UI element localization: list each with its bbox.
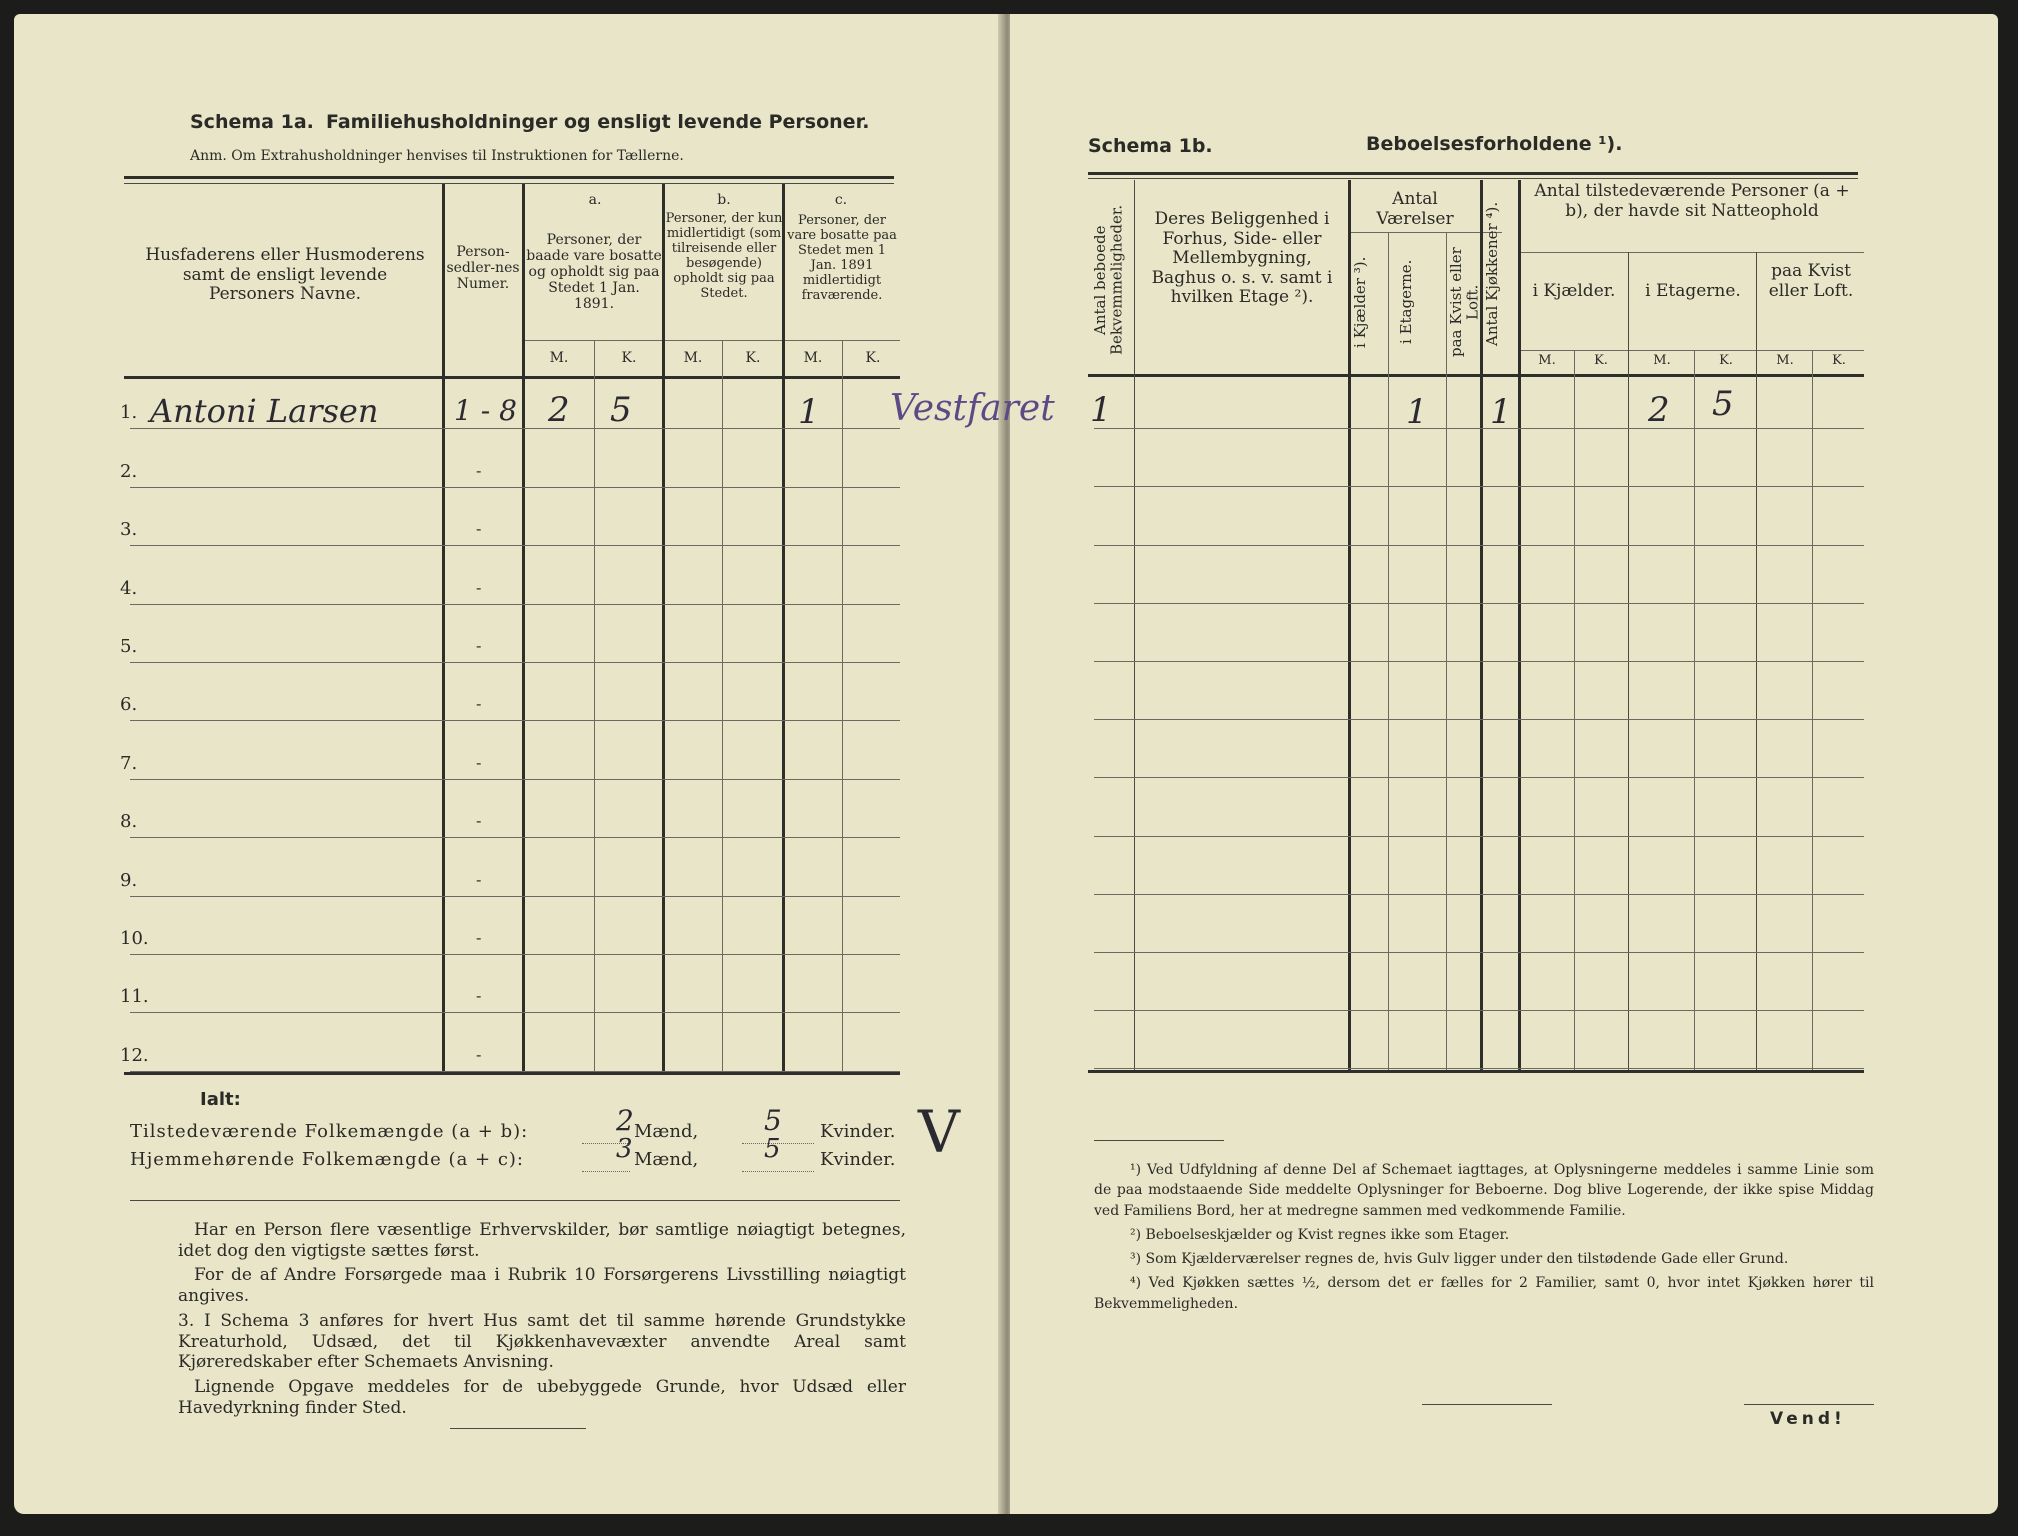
- c-m-label: M.: [803, 350, 823, 366]
- right-row-line: [1094, 603, 1864, 604]
- header-a: Personer, der baade vare bosatte og opholdt sig paa Stedet 1 Jan. 1891.: [526, 232, 662, 313]
- footnote-rule: [1094, 1140, 1224, 1141]
- personer-subheader-rule: [1520, 252, 1864, 253]
- right-row-line: [1094, 836, 1864, 837]
- row-number: 7.: [120, 752, 138, 774]
- header-p-kjaelder: i Kjælder.: [1532, 281, 1616, 301]
- header-kjaelder: i Kjælder ³).: [1351, 256, 1369, 348]
- row-dash: -: [476, 1044, 482, 1064]
- hw-c-m: 1: [798, 392, 820, 432]
- row-line: [130, 720, 900, 721]
- header-a-letter: a.: [588, 192, 602, 208]
- row-dash: -: [476, 460, 482, 480]
- header-personer: Antal tilstedeværende Personer (a + b), der havde sit Natteophold: [1534, 181, 1850, 221]
- hjemme-m-dots: [582, 1171, 630, 1172]
- p-etagerne-m: M.: [1653, 353, 1671, 368]
- row-line: [130, 837, 900, 838]
- right-end-rule: [1422, 1404, 1552, 1405]
- row-line: [130, 545, 900, 546]
- hw-p-m: 2: [1648, 390, 1670, 430]
- note-4: Lignende Opgave meddeles for de ubebyggede Grunde, hvor Udsæd eller Havedyrkning finder Sted.: [178, 1377, 906, 1418]
- right-row-line: [1094, 894, 1864, 895]
- right-row-line: [1094, 719, 1864, 720]
- row-number: 5.: [120, 636, 138, 657]
- notes-end-rule: [450, 1428, 586, 1429]
- tilstede-maend: Mænd,: [634, 1121, 699, 1142]
- schema-1b-title: Schema 1b.: [1088, 135, 1213, 157]
- schema-1a-subtitle: Familiehusholdninger og ensligt levende Personer.: [326, 111, 870, 133]
- right-row-line: [1094, 661, 1864, 662]
- col-divider-a-mk: [594, 340, 595, 1072]
- tilstede-kvinder: Kvinder.: [820, 1121, 896, 1142]
- header-b-letter: b.: [717, 192, 731, 208]
- row-number: 11.: [120, 986, 149, 1008]
- vend-rule: [1744, 1404, 1874, 1405]
- r-col-divider-7: [1574, 350, 1575, 1070]
- header-kvist: paa Kvist eller Loft.: [1447, 247, 1482, 357]
- col-divider-numer: [522, 184, 525, 1072]
- r-col-divider-4: [1446, 232, 1447, 1070]
- hw-bekv: 1: [1090, 390, 1112, 430]
- notes-divider: [130, 1200, 900, 1201]
- row-line: [130, 604, 900, 605]
- hw-p-k: 5: [1712, 384, 1734, 424]
- ialt-label: Ialt:: [200, 1089, 241, 1110]
- note-3: 3. I Schema 3 anføres for hvert Hus samt det til samme hørende Grundstykke Kreaturhold, Udsæd, det til Kjøkkenhavevæxter anvendte Areal samt Kjøreredskaber efter Schemaets Anvisning.: [178, 1310, 906, 1373]
- row-line: [130, 662, 900, 663]
- hw-tick: V: [918, 1098, 960, 1166]
- b-m-label: M.: [683, 350, 703, 366]
- hw-kjokken: 1: [1490, 392, 1512, 432]
- col-divider-a: [662, 184, 665, 1072]
- table-top-rule: [124, 176, 894, 179]
- row-number: 12.: [120, 1044, 149, 1066]
- right-row-line: [1094, 428, 1864, 429]
- footnote-1: ¹) Ved Udfyldning af denne Del af Schemaet iagttages, at Oplysningerne meddeles i samme Linie som de paa modstaaende Side meddelte Oplysninger for Beboerne. Dog blive Logerende, der ikke spise Middag ved Familiens Bord, her at medregne sammen med vedkommende Familie.: [1094, 1162, 1874, 1219]
- row-number: 4.: [120, 577, 138, 599]
- header-c-letter: c.: [834, 192, 848, 208]
- a-m-label: M.: [549, 350, 569, 366]
- p-kvist-m: M.: [1776, 353, 1794, 368]
- header-bekv: Antal beboede Bekvemmeligheder.: [1091, 204, 1126, 356]
- row-dash: -: [476, 636, 482, 655]
- row-dash: -: [476, 869, 482, 889]
- note-1: Har en Person flere væsentlige Erhvervskilder, bør samtlige nøiagtigt betegnes, idet dog den vigtigste sættes først.: [178, 1220, 906, 1261]
- row-dash: -: [476, 577, 482, 597]
- row-line: [130, 1012, 900, 1013]
- schema-1a-title: Schema 1a.: [190, 111, 314, 133]
- anm-note: Anm. Om Extrahusholdninger henvises til Instruktionen for Tællerne.: [190, 148, 684, 164]
- footnote-2: ²) Beboelseskjælder og Kvist regnes ikke som Etager.: [1130, 1226, 1510, 1243]
- right-header-bottom-rule: [1088, 374, 1864, 377]
- hjemme-k-dots: [742, 1171, 814, 1172]
- table-top-rule-2: [124, 183, 894, 184]
- col-divider-b-mk: [722, 340, 723, 1072]
- header-p-etagerne: i Etagerne.: [1645, 281, 1741, 301]
- header-etagerne: i Etagerne.: [1397, 259, 1415, 345]
- row-number: 6.: [120, 694, 138, 716]
- footnotes: [1094, 1160, 1874, 1318]
- header-c: Personer, der vare bosatte paa Stedet men 1 Jan. 1891 midlertidigt fraværende.: [787, 213, 897, 303]
- hw-tilstede-k: 5: [764, 1104, 782, 1137]
- r-col-divider-1: [1134, 180, 1135, 1070]
- right-row-line: [1094, 777, 1864, 778]
- row-number: 2.: [120, 460, 138, 482]
- hw-hjemme-m: 3: [616, 1134, 633, 1164]
- header-vaer: Antal Værelser: [1376, 189, 1454, 229]
- right-table-top-rule: [1088, 172, 1858, 175]
- hw-numer: 1 - 8: [454, 394, 517, 427]
- r-col-divider-3: [1388, 232, 1389, 1070]
- row-number: 1.: [120, 402, 138, 424]
- col-divider-b: [782, 184, 785, 1072]
- schema-1b-subtitle: Beboelsesforholdene ¹).: [1366, 133, 1623, 155]
- hw-a-k: 5: [610, 390, 632, 430]
- hw-tilstede-m: 2: [616, 1104, 634, 1137]
- col-divider-c-mk: [842, 340, 843, 1072]
- hjemme-maend: Mænd,: [634, 1149, 699, 1170]
- hw-hjemme-k: 5: [764, 1134, 781, 1164]
- p-kjaelder-m: M.: [1538, 353, 1556, 368]
- row-line: [130, 896, 900, 897]
- row-line: [130, 487, 900, 488]
- right-row-line: [1094, 1010, 1864, 1011]
- row-line: [130, 779, 900, 780]
- tilstede-label: Tilstedeværende Folkemængde (a + b):: [130, 1121, 529, 1142]
- p-etagerne-k: K.: [1719, 353, 1733, 368]
- right-table-top-rule-2: [1088, 178, 1858, 179]
- row-dash: -: [476, 811, 482, 831]
- r-col-divider-6: [1518, 180, 1521, 1070]
- c-k-label: K.: [865, 350, 881, 366]
- row-dash: -: [476, 986, 482, 1006]
- hw-name: Antoni Larsen: [150, 392, 379, 430]
- row-dash: -: [476, 752, 482, 772]
- hw-etagerne: 1: [1406, 392, 1428, 432]
- footnote-4: ⁴) Ved Kjøkken sættes ½, dersom det er fælles for 2 Familier, samt 0, hvor intet Kjøkken hører til Bekvemmeligheden.: [1094, 1275, 1874, 1312]
- table-bottom-rule: [124, 1072, 900, 1075]
- col-divider-names: [442, 184, 445, 1072]
- r-col-divider-11: [1812, 350, 1813, 1070]
- header-b: Personer, der kun midlertidigt (som tilreisende eller besøgende) opholdt sig paa Stedet.: [665, 211, 783, 301]
- row-line: [130, 954, 900, 955]
- header-names: Husfaderens eller Husmoderens samt de ensligt levende Personers Navne.: [145, 245, 425, 305]
- row-number: 9.: [120, 869, 138, 891]
- mk-subheader-rule: [522, 340, 900, 341]
- vend-label: Vend!: [1770, 1409, 1846, 1429]
- r-col-divider-9: [1694, 350, 1695, 1070]
- row-dash: -: [476, 519, 482, 539]
- b-k-label: K.: [745, 350, 761, 366]
- right-row-line: [1094, 952, 1864, 953]
- p-kjaelder-k: K.: [1594, 353, 1608, 368]
- header-kjokken: Antal Kjøkkener ⁴).: [1483, 201, 1501, 347]
- hjemme-label: Hjemmehørende Folkemængde (a + c):: [130, 1149, 524, 1170]
- note-2: For de af Andre Forsørgede maa i Rubrik 10 Forsørgerens Livsstilling nøiagtigt angives.: [178, 1265, 906, 1307]
- row-dash: -: [476, 928, 482, 947]
- header-p-kvist: paa Kvist eller Loft.: [1768, 261, 1854, 301]
- a-k-label: K.: [621, 350, 637, 366]
- row-dash: -: [476, 694, 482, 714]
- hjemme-kvinder: Kvinder.: [820, 1149, 896, 1170]
- right-table-bottom-rule: [1088, 1070, 1864, 1073]
- row-number: 10.: [120, 928, 149, 949]
- row-number: 3.: [120, 519, 138, 541]
- hw-a-m: 2: [548, 390, 570, 430]
- instructions: [178, 1220, 906, 1423]
- p-kvist-k: K.: [1832, 353, 1846, 368]
- right-row-line: [1094, 486, 1864, 487]
- header-numer: Person-sedler-nes Numer.: [446, 244, 520, 293]
- right-row-line: [1094, 545, 1864, 546]
- footnote-3: ³) Som Kjælderværelser regnes de, hvis Gulv ligger under den tilstødende Gade eller Grund.: [1130, 1251, 1789, 1268]
- row-number: 8.: [120, 811, 138, 833]
- hw-note: Vestfaret: [890, 388, 1055, 429]
- header-belig: Deres Beliggenhed i Forhus, Side- eller Mellembygning, Baghus o. s. v. samt i hvilken Etage ²).: [1151, 209, 1333, 308]
